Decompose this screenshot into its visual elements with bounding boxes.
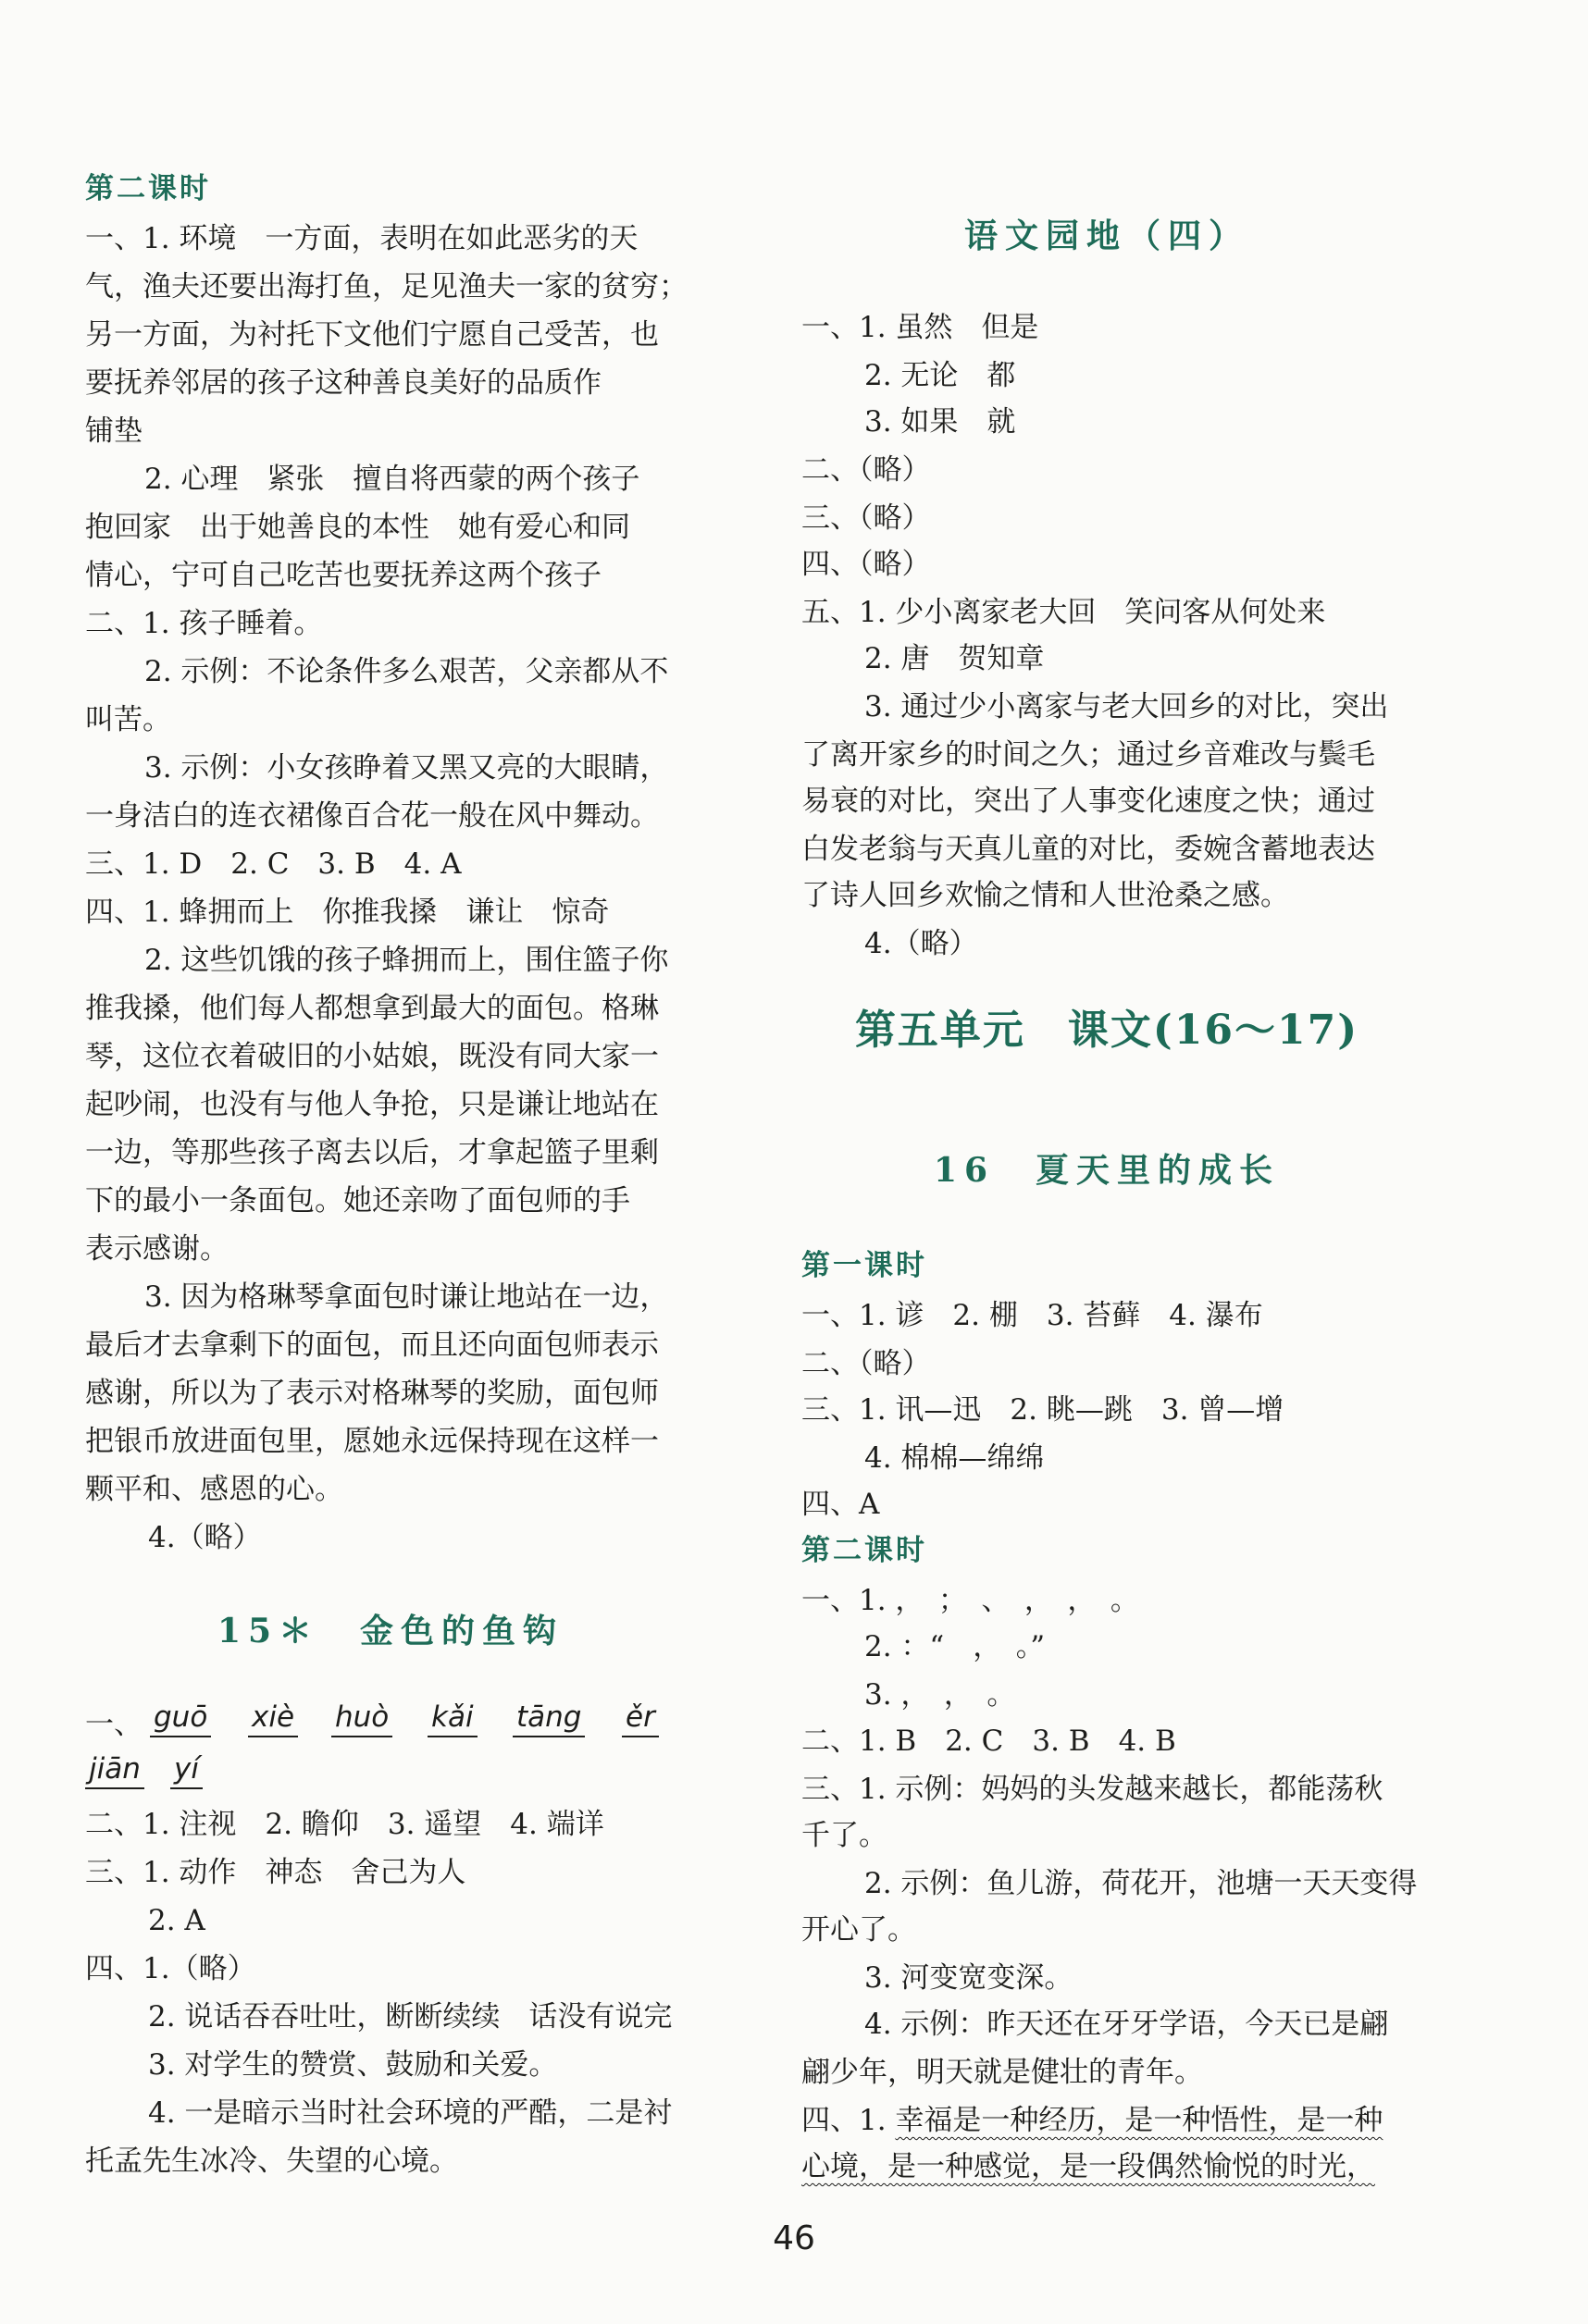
handwritten-pinyin: tāng	[513, 1699, 585, 1737]
answer-line: 3. 对学生的赞赏、鼓励和关爱。	[148, 2048, 558, 2082]
answer-line: 推我搡，他们每人都想拿到最大的面包。格琳	[85, 992, 659, 1025]
handwritten-pinyin: ěr	[622, 1699, 659, 1737]
answer-line: 了诗人回乡欢愉之情和人世沧桑之感。	[801, 879, 1289, 912]
answer-line: 3. 河变宽变深。	[864, 1961, 1073, 1995]
answer-line: 2. A	[148, 1904, 205, 1937]
answer-line: 4. 示例：昨天还在牙牙学语，今天已是翩	[864, 2008, 1389, 2041]
answer-line: 四、1.（略）	[85, 1952, 256, 1985]
handwritten-pinyin: yí	[170, 1750, 203, 1789]
handwritten-pinyin: kǎi	[428, 1699, 478, 1737]
section-title-yuwen-garden: 语文园地（四）	[963, 216, 1249, 255]
answer-line: 4.（略）	[864, 927, 978, 960]
answer-line: 3. 如果 就	[864, 405, 1016, 439]
answer-line: 三、（略）	[801, 501, 931, 535]
answer-line: 铺垫	[85, 414, 143, 448]
answer-line: 开心了。	[801, 1913, 916, 1947]
answer-line: 2. ：“ ， 。”	[864, 1630, 1046, 1663]
underlined-answer: 幸福是一种经历，是一种悟性，是一种	[895, 2104, 1383, 2137]
answer-line: 三、1. D 2. C 3. B 4. A	[85, 847, 462, 881]
answer-line: 2. 无论 都	[864, 359, 1016, 392]
answer-line: 二、（略）	[801, 1347, 931, 1380]
answer-line: 2. 示例：鱼儿游，荷花开，池塘一天天变得	[864, 1867, 1418, 1900]
answer-line: 一、1. 虽然 但是	[801, 311, 1039, 344]
answer-line: 一边，等那些孩子离去以后，才拿起篮子里剩	[85, 1136, 659, 1169]
answer-line: 二、1. B 2. C 3. B 4. B	[801, 1724, 1176, 1758]
answer-line: 了离开家乡的时间之久；通过乡音难改与鬓毛	[801, 738, 1375, 772]
section-title-lesson2: 第二课时	[85, 172, 211, 205]
answer-line: 4. 棉棉—绵绵	[864, 1441, 1045, 1475]
answer-line: 3. 示例：小女孩睁着又黑又亮的大眼睛，	[144, 751, 669, 785]
answer-line: 二、1. 孩子睡着。	[85, 607, 323, 640]
answer-line: 一、1. 环境 一方面，表明在如此恶劣的天	[85, 222, 639, 255]
answer-line: 二、（略）	[801, 453, 931, 487]
answer-line: 感谢，所以为了表示对格琳琴的奖励，面包师	[85, 1377, 659, 1410]
answer-line: 气，渔夫还要出海打鱼，足见渔夫一家的贫穷；	[85, 270, 688, 303]
answer-line: 一、	[85, 1708, 143, 1741]
answer-line: 2. 这些饥饿的孩子蜂拥而上，围住篮子你	[144, 944, 669, 977]
answer-line: 把银币放进面包里，愿她永远保持现在这样一	[85, 1425, 659, 1458]
answer-line: 下的最小一条面包。她还亲吻了面包师的手	[85, 1184, 630, 1218]
handwritten-pinyin: jiān	[85, 1750, 144, 1789]
answer-line: 四、1. 蜂拥而上 你推我搡 谦让 惊奇	[85, 896, 610, 929]
answer-line: 托孟先生冰冷、失望的心境。	[85, 2145, 458, 2178]
answer-line: 另一方面，为衬托下文他们宁愿自己受苦，也	[85, 318, 659, 352]
answer-line: 琴，这位衣着破旧的小姑娘，既没有同大家一	[85, 1040, 659, 1073]
answer-line: 3. ， ， 。	[864, 1678, 1016, 1712]
answer-line: 一、1. 谚 2. 棚 3. 苔藓 4. 瀑布	[801, 1299, 1263, 1332]
answer-line: 2. 示例：不论条件多么艰苦，父亲都从不	[144, 655, 669, 688]
answer-line: 2. 心理 紧张 擅自将西蒙的两个孩子	[144, 463, 640, 496]
handwritten-pinyin: xiè	[248, 1699, 298, 1737]
answer-line: 情心，宁可自己吃苦也要抚养这两个孩子	[85, 559, 602, 592]
answer-label: 四、1.	[801, 2104, 896, 2137]
answer-line: 四、（略）	[801, 548, 931, 581]
answer-line: 一、1. ， ； 、 ， ， 。	[801, 1584, 1139, 1617]
answer-line: 易衰的对比，突出了人事变化速度之快；通过	[801, 785, 1375, 818]
answer-line	[801, 2148, 1375, 2185]
section-title-lesson2: 第二课时	[801, 1534, 927, 1567]
answer-line: 三、1. 动作 神态 舍己为人	[85, 1856, 466, 1889]
lesson-title-16: 16 夏天里的成长	[933, 1151, 1281, 1190]
answer-line: 4. 一是暗示当时社会环境的严酷，二是衬	[148, 2096, 673, 2130]
answer-line: 抱回家 出于她善良的本性 她有爱心和同	[85, 511, 630, 544]
answer-line: 翩少年，明天就是健壮的青年。	[801, 2056, 1203, 2089]
unit-title: 第五单元 课文(16～17)	[854, 1007, 1359, 1054]
answer-line: 白发老翁与天真儿童的对比，委婉含蓄地表达	[801, 833, 1375, 866]
answer-line: 2. 唐 贺知章	[864, 642, 1045, 675]
answer-line: 四、A	[801, 1488, 880, 1521]
answer-line: 颗平和、感恩的心。	[85, 1473, 343, 1506]
answer-line	[801, 2102, 1383, 2139]
page-number: 46	[773, 2219, 815, 2257]
answer-line: 3. 因为格琳琴拿面包时谦让地站在一边，	[144, 1280, 669, 1314]
answer-line: 4.（略）	[148, 1521, 262, 1554]
lesson-title-15: 15＊ 金色的鱼钩	[217, 1612, 564, 1650]
answer-line: 二、1. 注视 2. 瞻仰 3. 遥望 4. 端详	[85, 1808, 604, 1841]
handwritten-pinyin: guō	[150, 1699, 211, 1737]
answer-line: 三、1. 讯—迅 2. 眺—跳 3. 曾—增	[801, 1393, 1284, 1427]
answer-line: 表示感谢。	[85, 1232, 229, 1266]
section-title-lesson1: 第一课时	[801, 1249, 927, 1282]
answer-line: 起吵闹，也没有与他人争抢，只是谦让地站在	[85, 1088, 659, 1121]
answer-line: 千了。	[801, 1819, 887, 1852]
answer-line: 叫苦。	[85, 703, 171, 736]
answer-line: 要抚养邻居的孩子这种善良美好的品质作	[85, 366, 602, 400]
answer-line: 2. 说话吞吞吐吐，断断续续 话没有说完	[148, 2000, 673, 2034]
answer-line: 最后才去拿剩下的面包，而且还向面包师表示	[85, 1329, 659, 1362]
answer-line: 3. 通过少小离家与老大回乡的对比，突出	[864, 690, 1389, 723]
underlined-answer: 心境，是一种感觉，是一段偶然愉悦的时光，	[801, 2150, 1375, 2183]
answer-line: 一身洁白的连衣裙像百合花一般在风中舞动。	[85, 799, 659, 833]
answer-line: 五、1. 少小离家老大回 笑问客从何处来	[801, 596, 1326, 629]
answer-line: 三、1. 示例：妈妈的头发越来越长，都能荡秋	[801, 1773, 1383, 1806]
handwritten-pinyin: huò	[331, 1699, 392, 1737]
